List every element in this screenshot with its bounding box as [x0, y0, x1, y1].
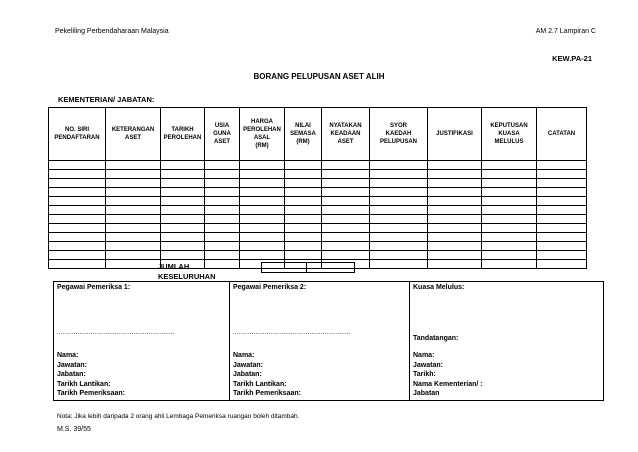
- table-row: [49, 233, 587, 242]
- table-cell[interactable]: [161, 242, 205, 251]
- table-cell[interactable]: [106, 224, 161, 233]
- column-header-line: PEROLEHAN: [163, 135, 202, 141]
- table-cell[interactable]: [482, 242, 537, 251]
- table-cell[interactable]: [205, 197, 240, 206]
- table-cell[interactable]: [285, 206, 322, 215]
- table-cell[interactable]: [482, 170, 537, 179]
- table-cell[interactable]: [428, 188, 482, 197]
- table-cell[interactable]: [537, 206, 587, 215]
- table-cell[interactable]: [240, 170, 285, 179]
- signature-field-label: Tarikh Lantikan:: [233, 380, 287, 388]
- column-header: [205, 108, 240, 161]
- table-cell[interactable]: [482, 206, 537, 215]
- table-cell[interactable]: [370, 260, 428, 269]
- table-cell[interactable]: [322, 197, 370, 206]
- ministry-label: KEMENTERIAN/ JABATAN:: [58, 95, 155, 104]
- table-cell[interactable]: [370, 188, 428, 197]
- column-header-line: HARGA: [251, 119, 273, 125]
- approver-title: Kuasa Melulus:: [413, 284, 465, 291]
- table-cell[interactable]: [482, 188, 537, 197]
- table-cell[interactable]: [106, 161, 161, 170]
- column-header-line: NYATAKAN: [329, 123, 362, 129]
- column-header-line: SYOR: [389, 123, 407, 129]
- table-cell[interactable]: [322, 188, 370, 197]
- table-cell[interactable]: [205, 161, 240, 170]
- table-cell[interactable]: [285, 242, 322, 251]
- footer-note: Nota: Jika lebih daripada 2 orang ahli Lembaga Pemeriksa ruangan boleh ditambah.: [57, 413, 300, 420]
- table-cell[interactable]: [322, 161, 370, 170]
- table-cell[interactable]: [285, 188, 322, 197]
- table-cell[interactable]: [537, 170, 587, 179]
- form-number: M.S. 39/55: [57, 426, 91, 433]
- table-cell[interactable]: [205, 224, 240, 233]
- column-header-line: CATATAN: [547, 131, 576, 137]
- signature-section: [53, 281, 604, 401]
- signature-field-label: Nama:: [233, 352, 255, 359]
- examiner-2-title: Pegawai Pemeriksa 2:: [233, 284, 307, 291]
- table-cell[interactable]: [370, 224, 428, 233]
- examiner-1-block: [54, 282, 229, 400]
- column-header: [240, 108, 285, 161]
- table-row: [49, 224, 587, 233]
- table-cell[interactable]: [205, 242, 240, 251]
- table-cell[interactable]: [322, 251, 370, 260]
- column-header-line: KUASA: [498, 131, 520, 137]
- signature-field-label: Jabatan:: [57, 371, 86, 378]
- examiner-2-signature-line[interactable]: ...............................................................: [233, 330, 351, 336]
- table-cell[interactable]: [240, 161, 285, 170]
- signature-field-label: Jabatan: [413, 390, 440, 397]
- table-cell[interactable]: [428, 215, 482, 224]
- table-cell[interactable]: [205, 215, 240, 224]
- column-header-line: ASET: [213, 139, 230, 145]
- column-header: [370, 108, 428, 161]
- table-cell[interactable]: [161, 215, 205, 224]
- table-cell[interactable]: [106, 188, 161, 197]
- table-cell[interactable]: [49, 170, 106, 179]
- examiner-1-title: Pegawai Pemeriksa 1:: [57, 284, 131, 291]
- table-cell[interactable]: [106, 260, 161, 269]
- table-cell[interactable]: [49, 206, 106, 215]
- column-header-line: ASET: [337, 139, 354, 145]
- table-cell[interactable]: [482, 251, 537, 260]
- column-header-line: TARIKH: [171, 127, 194, 133]
- table-cell[interactable]: [482, 161, 537, 170]
- column-header-line: PEROLEHAN: [243, 127, 281, 133]
- approver-fields: [413, 351, 483, 399]
- table-cell[interactable]: [106, 215, 161, 224]
- column-header-line: SEMASA: [290, 131, 316, 137]
- table-cell[interactable]: [482, 260, 537, 269]
- table-cell[interactable]: [537, 224, 587, 233]
- table-cell[interactable]: [322, 224, 370, 233]
- column-header-line: KEADAAN: [330, 131, 361, 137]
- total-harga-cell[interactable]: [261, 262, 307, 273]
- table-cell[interactable]: [240, 188, 285, 197]
- table-cell[interactable]: [161, 188, 205, 197]
- table-cell[interactable]: [240, 179, 285, 188]
- table-cell[interactable]: [285, 251, 322, 260]
- table-cell[interactable]: [370, 197, 428, 206]
- table-cell[interactable]: [537, 251, 587, 260]
- examiner-1-signature-line[interactable]: ...............................................................: [57, 330, 175, 336]
- table-cell[interactable]: [322, 242, 370, 251]
- examiner-2-block: [230, 282, 409, 400]
- signature-field-label: Tarikh Pemeriksaan:: [233, 390, 301, 397]
- column-header-line: ASAL: [253, 135, 271, 141]
- table-cell[interactable]: [537, 233, 587, 242]
- table-cell[interactable]: [240, 233, 285, 242]
- table-cell[interactable]: [285, 215, 322, 224]
- asset-disposal-table: [48, 107, 587, 269]
- table-cell[interactable]: [482, 197, 537, 206]
- table-row: [49, 206, 587, 215]
- signature-field-label: Tarikh Pemeriksaan:: [57, 390, 125, 397]
- table-cell[interactable]: [428, 206, 482, 215]
- table-cell[interactable]: [49, 251, 106, 260]
- signature-field-label: Jabatan:: [233, 371, 262, 378]
- table-cell[interactable]: [106, 251, 161, 260]
- column-header: [49, 108, 106, 161]
- table-cell[interactable]: [49, 188, 106, 197]
- table-cell[interactable]: [428, 260, 482, 269]
- table-cell[interactable]: [49, 224, 106, 233]
- total-label: JUMLAH KESELURUHAN: [158, 262, 216, 281]
- column-header: [161, 108, 205, 161]
- table-cell[interactable]: [106, 170, 161, 179]
- column-header-line: (RM): [255, 143, 269, 149]
- column-header-line: PENDAFTARAN: [54, 135, 100, 141]
- table-cell[interactable]: [285, 170, 322, 179]
- column-header-line: PELUPUSAN: [379, 139, 417, 145]
- table-cell[interactable]: [537, 242, 587, 251]
- table-cell[interactable]: [240, 206, 285, 215]
- table-row: [49, 197, 587, 206]
- column-header: [537, 108, 587, 161]
- table-cell[interactable]: [240, 251, 285, 260]
- table-cell[interactable]: [106, 233, 161, 242]
- table-cell[interactable]: [240, 197, 285, 206]
- table-cell[interactable]: [428, 233, 482, 242]
- column-header-line: (RM): [296, 139, 310, 145]
- column-header-line: NILAI: [295, 123, 311, 129]
- table-cell[interactable]: [285, 161, 322, 170]
- table-cell[interactable]: [537, 215, 587, 224]
- table-cell[interactable]: [49, 233, 106, 242]
- table-cell[interactable]: [537, 197, 587, 206]
- column-header: [428, 108, 482, 161]
- table-cell[interactable]: [205, 188, 240, 197]
- table-cell[interactable]: [240, 242, 285, 251]
- column-header: [322, 108, 370, 161]
- table-cell[interactable]: [205, 233, 240, 242]
- table-cell[interactable]: [49, 179, 106, 188]
- table-cell[interactable]: [49, 215, 106, 224]
- table-cell[interactable]: [161, 161, 205, 170]
- examiner-2-fields: [233, 351, 301, 399]
- signature-field-label: Tarikh Lantikan:: [57, 380, 111, 388]
- table-cell[interactable]: [482, 215, 537, 224]
- column-header-line: JUSTIFIKASI: [436, 131, 473, 137]
- table-row: [49, 215, 587, 224]
- table-row: [49, 161, 587, 170]
- approver-signature-label: Tandatangan:: [413, 335, 459, 342]
- table-cell[interactable]: [205, 170, 240, 179]
- column-header-line: KETERANGAN: [111, 127, 155, 133]
- signature-field-label: Tarikh:: [413, 371, 436, 378]
- table-cell[interactable]: [205, 179, 240, 188]
- total-nilai-cell[interactable]: [306, 262, 355, 273]
- table-cell[interactable]: [285, 197, 322, 206]
- table-cell[interactable]: [537, 188, 587, 197]
- page-title: BORANG PELUPUSAN ASET ALIH: [253, 72, 385, 81]
- table-cell[interactable]: [205, 206, 240, 215]
- signature-field-label: Nama:: [57, 352, 79, 359]
- table-cell[interactable]: [240, 215, 285, 224]
- table-cell[interactable]: [370, 161, 428, 170]
- table-cell[interactable]: [106, 206, 161, 215]
- table-cell[interactable]: [161, 233, 205, 242]
- table-cell[interactable]: [285, 224, 322, 233]
- table-cell[interactable]: [537, 161, 587, 170]
- table-row: [49, 179, 587, 188]
- table-cell[interactable]: [49, 161, 106, 170]
- table-row: [49, 170, 587, 179]
- header-left-text: Pekeliling Perbendaharaan Malaysia: [55, 28, 169, 35]
- table-cell[interactable]: [106, 197, 161, 206]
- table-cell[interactable]: [322, 206, 370, 215]
- table-cell[interactable]: [322, 179, 370, 188]
- table-row: [49, 242, 587, 251]
- table-cell[interactable]: [285, 233, 322, 242]
- table-cell[interactable]: [161, 179, 205, 188]
- examiner-1-fields: [57, 351, 125, 399]
- column-header-line: KEPUTUSAN: [490, 123, 528, 129]
- table-row: [49, 188, 587, 197]
- column-header: [482, 108, 537, 161]
- column-header-line: MELULUS: [494, 139, 524, 145]
- table-cell[interactable]: [370, 179, 428, 188]
- column-header: [285, 108, 322, 161]
- column-header-line: USIA: [214, 123, 230, 129]
- table-cell[interactable]: [482, 233, 537, 242]
- table-cell[interactable]: [370, 170, 428, 179]
- table-cell[interactable]: [428, 161, 482, 170]
- table-cell[interactable]: [49, 260, 106, 269]
- table-cell[interactable]: [161, 206, 205, 215]
- table-cell[interactable]: [161, 224, 205, 233]
- table-cell[interactable]: [370, 251, 428, 260]
- table-cell[interactable]: [428, 179, 482, 188]
- signature-field-label: Jawatan:: [57, 361, 87, 369]
- table-cell[interactable]: [370, 206, 428, 215]
- signature-field-label: Nama Kementerian/ :: [413, 380, 483, 388]
- column-header-line: ASET: [124, 135, 141, 141]
- table-cell[interactable]: [322, 233, 370, 242]
- form-code: KEW.PA-21: [552, 54, 592, 63]
- table-cell[interactable]: [370, 233, 428, 242]
- table-cell[interactable]: [370, 215, 428, 224]
- column-header: [106, 108, 161, 161]
- table-cell[interactable]: [428, 251, 482, 260]
- table-cell[interactable]: [106, 242, 161, 251]
- table-cell[interactable]: [482, 179, 537, 188]
- table-cell[interactable]: [49, 242, 106, 251]
- table-cell[interactable]: [370, 242, 428, 251]
- table-cell[interactable]: [240, 224, 285, 233]
- table-cell[interactable]: [161, 251, 205, 260]
- table-cell[interactable]: [428, 224, 482, 233]
- table-cell[interactable]: [428, 242, 482, 251]
- table-header-row: [49, 108, 587, 161]
- approver-block: [410, 282, 603, 400]
- table-cell[interactable]: [161, 197, 205, 206]
- table-cell[interactable]: [482, 224, 537, 233]
- column-header-line: KAEDAH: [385, 131, 412, 137]
- header-right-text: AM 2.7 Lampiran C: [535, 28, 596, 35]
- column-header-line: NO. SIRI: [64, 127, 89, 133]
- table-cell[interactable]: [285, 179, 322, 188]
- column-header-line: GUNA: [213, 131, 231, 137]
- table-cell[interactable]: [161, 170, 205, 179]
- table-cell[interactable]: [428, 197, 482, 206]
- table-cell[interactable]: [49, 197, 106, 206]
- table-body: [49, 161, 587, 269]
- table-cell[interactable]: [428, 170, 482, 179]
- table-cell[interactable]: [106, 179, 161, 188]
- table-cell[interactable]: [322, 215, 370, 224]
- signature-field-label: Jawatan:: [413, 361, 443, 369]
- table-row: [49, 251, 587, 260]
- table-cell[interactable]: [537, 260, 587, 269]
- table-cell[interactable]: [537, 179, 587, 188]
- signature-field-label: Jawatan:: [233, 361, 263, 369]
- table-cell[interactable]: [322, 170, 370, 179]
- table-cell[interactable]: [205, 251, 240, 260]
- signature-field-label: Nama:: [413, 352, 435, 359]
